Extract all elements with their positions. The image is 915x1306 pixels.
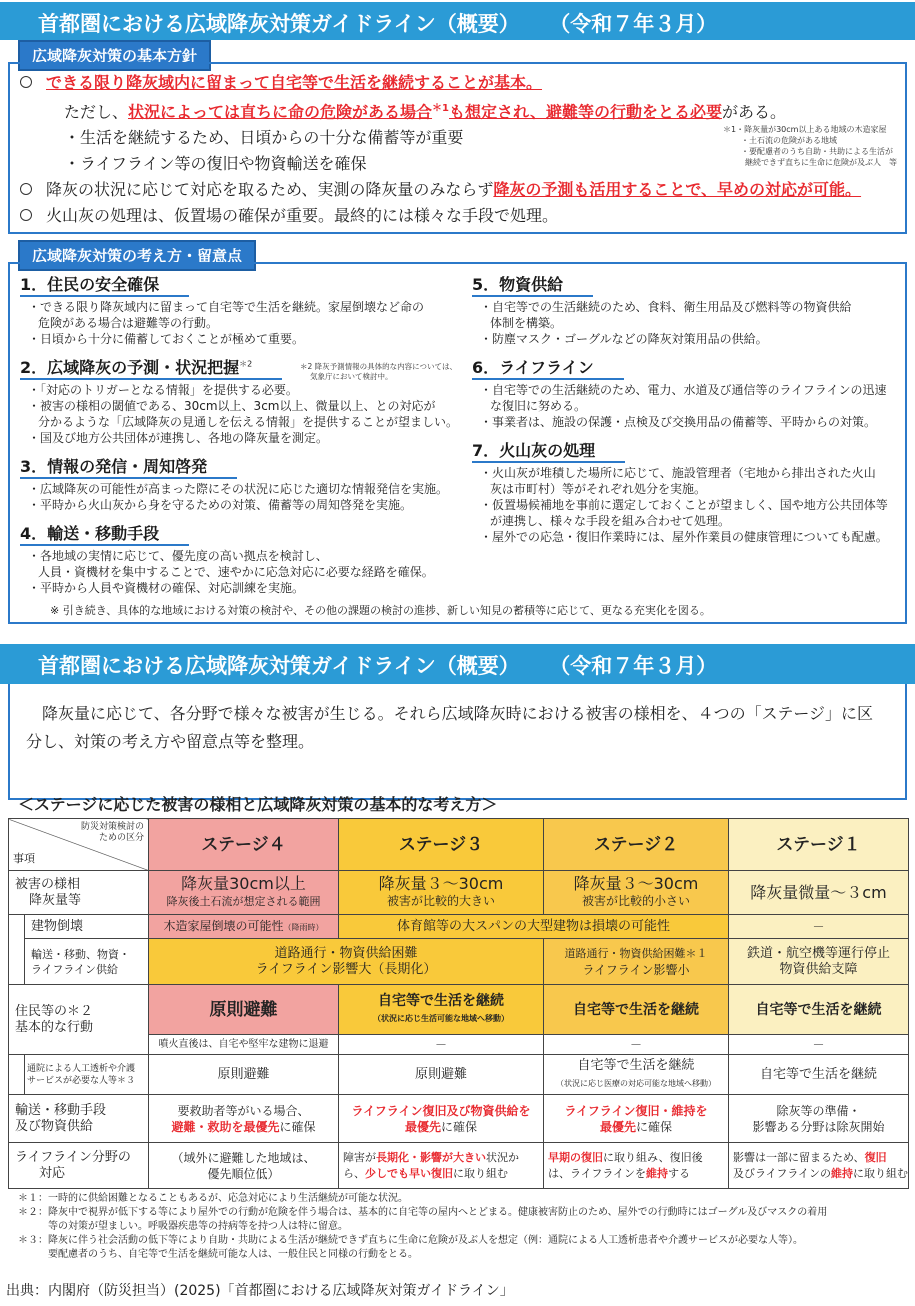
banner-date: （令和７年３月） (559, 12, 718, 36)
banner-title: 首都圏における広域降灰対策ガイドライン（概要） (38, 12, 520, 36)
item-ash-disposal: 7．火山灰の処理 ・火山灰が堆積した場所に応じて、施設管理者（宅地から排出された火山 灰は市町村）等がそれぞれ処分を実施。 ・仮置場候補地を事前に選定しておくことが望ましく、国や地方公共団体等 が連携し、様々な手段を組み合わせて処理。 ・屋外での応急・復旧作業時には、屋外作業員の健康管理についても配慮。 (472, 438, 902, 545)
policy-line-2: ただし、状況によっては直ちに命の危険がある場合$^{*1}$も想定され、避難等の行動をとる必要がある。 (64, 102, 786, 122)
forecast-footnote: ＊2 降灰予測情報の具体的な内容については、 気象庁において検討中。 (300, 362, 458, 381)
row-label: ライフライン分野の 対応 (9, 1143, 149, 1189)
stage-2-header: ステージ２ (544, 819, 729, 871)
policy-line-1: できる限り降灰域内に留まって自宅等で生活を継続することが基本。 (20, 70, 895, 96)
item-supplies: 5．物資供給 ・自宅等での生活継続のため、食料、衛生用品及び燃料等の物資供給 体制を構築。 ・防塵マスク・ゴーグルなどの降灰対策用品の供給。 (472, 272, 902, 347)
policy-line-6: 火山灰の処理は、仮置場の確保が重要。最終的には様々な手段で処理。 (20, 203, 895, 229)
building-collapse-row: 建物倒壊 木造家屋倒壊の可能性（降雨時） 体育館等の大スパンの大型建物は損壊の可能性 － (9, 915, 909, 939)
item-forecast: 2．広域降灰の予測・状況把握$^{*2}$ ・「対応のトリガーとなる情報」を提供する必要。 ・被害の様相の閾値である、30cm以上、3cm以上、微量以上、との対応が 分かるような「広域降灰の見通しを伝える情報」を提供することが望ましい。 ・国及び地方公共団体が連携し、各地の降灰量を測定。 (20, 355, 470, 446)
policy-line-5: 降灰の状況に応じて対応を取るため、実測の降灰量のみならず降灰の予測も活用することで、早めの対応が可能。 (20, 177, 895, 203)
considerations-footnote: ※ 引き続き、具体的な地域における対策の検討や、その他の課題の検討の進捗、新しい知見の蓄積等に応じて、更なる充実化を図る。 (50, 604, 711, 617)
lifeline-response-row: ライフライン分野の 対応 （域外に避難した地域は、 優先順位低） 障害が長期化・影響が大きい状況か ら、少しでも早い復旧に取り組む 早期の復旧に取り組み、復旧後 は、ライフラインを維持する 影響は一部に留まるため、復旧 及びライフラインの維持に取り組む (9, 1143, 909, 1189)
immediate-shelter-row: 噴火直後は、自宅や堅牢な建物に退避 － － － (9, 1035, 909, 1055)
banner-date: （令和７年３月） (559, 654, 718, 678)
item-information: 3．情報の発信・周知啓発 ・広域降灰の可能性が高まった際にその状況に応じた適切な情報発信を実施。 ・平時から火山灰から身を守るための対策、備蓄等の周知啓発を実施。 (20, 454, 470, 513)
item-lifeline: 6．ライフライン ・自宅等での生活継続のため、電力、水道及び通信等のライフラインの迅速 な復旧に努める。 ・事業者は、施設の保護・点検及び交換用品の備蓄等、平時からの対策。 (472, 355, 902, 430)
second-banner (0, 644, 915, 684)
table-footnotes: ＊１：一時的に供給困難となることもあるが、応急対応により生活継続が可能な状況。 ＊２：降灰中で視界が低下する等により屋外での行動が危険を伴う場合は、基本的に自宅等の屋内へとどまる。健康被害防止のため、屋外での行動時にはゴーグル及びマスクの着用 等の対策が望ましい。呼吸器疾患等の持病等を持つ人は特に留意。 ＊３：降灰に伴う社会活動の低下等により自助・共助による生活が継続できず直ちに生命に危険が及ぶ人を想定（例：通院による人工透析患者や介護サービスが必要な人等）。 要配慮者のうち、自宅等で生活を継続可能な人は、一般住民と同様の行動をとる。 (18, 1193, 828, 1260)
stage-1-header: ステージ１ (729, 819, 909, 871)
considerations-left-column (20, 272, 470, 604)
ash-amount-row: 被害の様相 降灰量等 降灰量30cm以上 降灰後土石流が想定される範囲 降灰量３～30cm 被害が比較的大きい 降灰量３～30cm 被害が比較的小さい 降灰量微量～３cm (9, 871, 909, 915)
section-tag-considerations: 広域降灰対策の考え方・留意点 (18, 240, 256, 271)
row-label: 輸送・移動、物資・ ライフライン供給 (25, 939, 149, 985)
stage-4-header: ステージ４ (149, 819, 339, 871)
policy-footnote: ＊1・降灰量が30cm以上ある地域の木造家屋 ・土石流の危険がある地域 ・要配慮者のうち自助・共助による生活が 継続できず直ちに生命に危険が及ぶ人 等 (723, 125, 897, 167)
corner-cell: 防災対策検討の ための区分 事項 (9, 819, 149, 871)
stage-table-title: ＜ステージに応じた被害の様相と広域降灰対策の基本的な考え方＞ (18, 795, 498, 814)
considerations-panel (8, 262, 907, 624)
stage-header-row (9, 819, 909, 871)
considerations-right-column (472, 272, 902, 553)
intro-box: 降灰量に応じて、各分野で様々な被害が生じる。それら広域降灰時における被害の様相を、４つの「ステージ」に区分し、対策の考え方や留意点等を整理。 (8, 684, 907, 800)
source-citation: 出典：内閣府（防災担当）(2025)「首都圏における広域降灰対策ガイドライン」 (6, 1283, 514, 1299)
row-label: 輸送・移動手段 及び物資供給 (9, 1095, 149, 1143)
transport-row: 輸送・移動、物資・ ライフライン供給 道路通行・物資供給困難 ライフライン影響大（長期化） 道路通行・物資供給困難＊１ ライフライン影響小 鉄道・航空機等運行停止 物資供給支障 (9, 939, 909, 985)
stage-table (8, 818, 909, 1189)
top-banner (0, 2, 915, 40)
circle-bullet-icon (20, 76, 32, 88)
banner-title: 首都圏における広域降灰対策ガイドライン（概要） (38, 654, 520, 678)
item-resident-safety: 1．住民の安全確保 ・できる限り降灰域内に留まって自宅等で生活を継続。家屋倒壊など命の 危険がある場合は避難等の行動。 ・日頃から十分に備蓄しておくことが極めて重要。 (20, 272, 470, 347)
row-label: 通院による人工透析や介護 サービスが必要な人等＊３ (25, 1055, 149, 1095)
section-tag-policy: 広域降灰対策の基本方針 (18, 40, 211, 71)
care-needs-row: 通院による人工透析や介護 サービスが必要な人等＊３ 原則避難 原則避難 自宅等で生活を継続 （状況に応じ医療の対応可能な地域へ移動） 自宅等で生活を継続 (9, 1055, 909, 1095)
row-label: 被害の様相 降灰量等 (9, 871, 149, 915)
transport-supply-row: 輸送・移動手段 及び物資供給 要救助者等がいる場合、 避難・救助を最優先に確保 ライフライン復旧及び物資供給を 最優先に確保 ライフライン復旧・維持を 最優先に確保 除灰等の準備・ 影響ある分野は除灰開始 (9, 1095, 909, 1143)
row-label: 建物倒壊 (25, 915, 149, 939)
resident-action-row: 住民等の＊２ 基本的な行動 原則避難 自宅等で生活を継続 （状況に応じ生活可能な地域へ移動） 自宅等で生活を継続 自宅等で生活を継続 (9, 985, 909, 1035)
circle-bullet-icon (20, 209, 32, 221)
policy-panel (8, 62, 907, 234)
circle-bullet-icon (20, 183, 32, 195)
policy-line-3: ・生活を継続するため、日頃からの十分な備蓄等が重要 (64, 128, 464, 148)
policy-line-4: ・ライフライン等の復旧や物資輸送を確保 (64, 154, 367, 174)
item-transport: 4．輸送・移動手段 ・各地域の実情に応じて、優先度の高い拠点を検討し、 人員・資機材を集中することで、速やかに応急対応に必要な経路を確保。 ・平時から人員や資機材の確保、対応訓練を実施。 (20, 521, 470, 596)
row-label: 住民等の＊２ 基本的な行動 (9, 985, 149, 1055)
stage-3-header: ステージ３ (339, 819, 544, 871)
